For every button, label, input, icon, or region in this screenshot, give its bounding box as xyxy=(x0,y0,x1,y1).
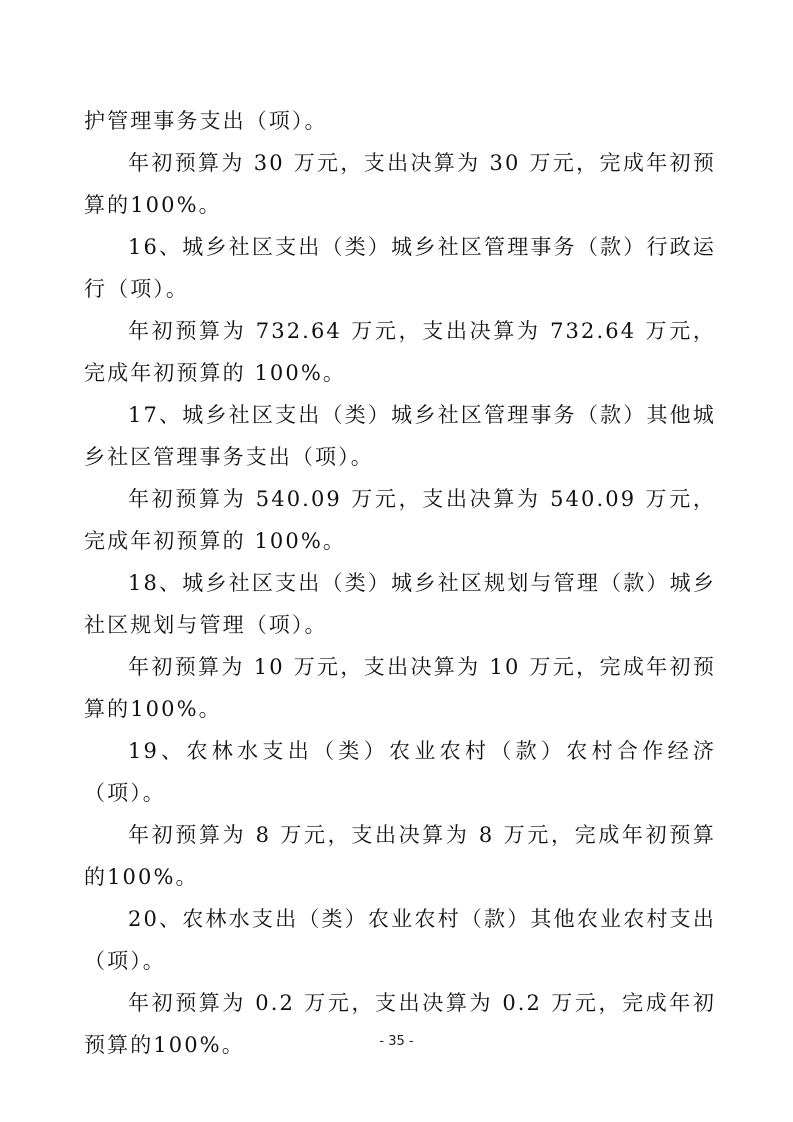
paragraph-heading-item-17: 17、城乡社区支出（类）城乡社区管理事务（款）其他城乡社区管理事务支出（项）。 xyxy=(84,403,716,469)
paragraph-heading-item-19: 19、农林水支出（类）农业农村（款）农村合作经济（项）。 xyxy=(84,739,716,805)
paragraph-heading-item-18: 18、城乡社区支出（类）城乡社区规划与管理（款）城乡社区规划与管理（项）。 xyxy=(84,571,716,637)
paragraph-budget-item-17: 年初预算为 540.09 万元，支出决算为 540.09 万元，完成年初预算的 100%。 xyxy=(84,487,716,553)
paragraph-budget-item-20: 年初预算为 0.2 万元，支出决算为 0.2 万元，完成年初预算的100%。 xyxy=(84,991,716,1057)
paragraph-continuation: 护管理事务支出（项）。 xyxy=(84,109,328,133)
page-number: - 35 - xyxy=(379,1034,414,1049)
paragraph-budget-item-16: 年初预算为 732.64 万元，支出决算为 732.64 万元，完成年初预算的 100%。 xyxy=(84,319,716,385)
paragraph-heading-item-20: 20、农林水支出（类）农业农村（款）其他农业农村支出（项）。 xyxy=(84,907,716,973)
paragraph-budget-item-18: 年初预算为 10 万元，支出决算为 10 万元，完成年初预算的100%。 xyxy=(84,655,716,721)
paragraph-budget-item-19: 年初预算为 8 万元，支出决算为 8 万元，完成年初预算的100%。 xyxy=(84,823,716,889)
body-text xyxy=(84,100,716,1066)
paragraph-budget-item-15: 年初预算为 30 万元，支出决算为 30 万元，完成年初预算的100%。 xyxy=(84,151,716,217)
paragraph-heading-item-16: 16、城乡社区支出（类）城乡社区管理事务（款）行政运行（项）。 xyxy=(84,235,716,301)
